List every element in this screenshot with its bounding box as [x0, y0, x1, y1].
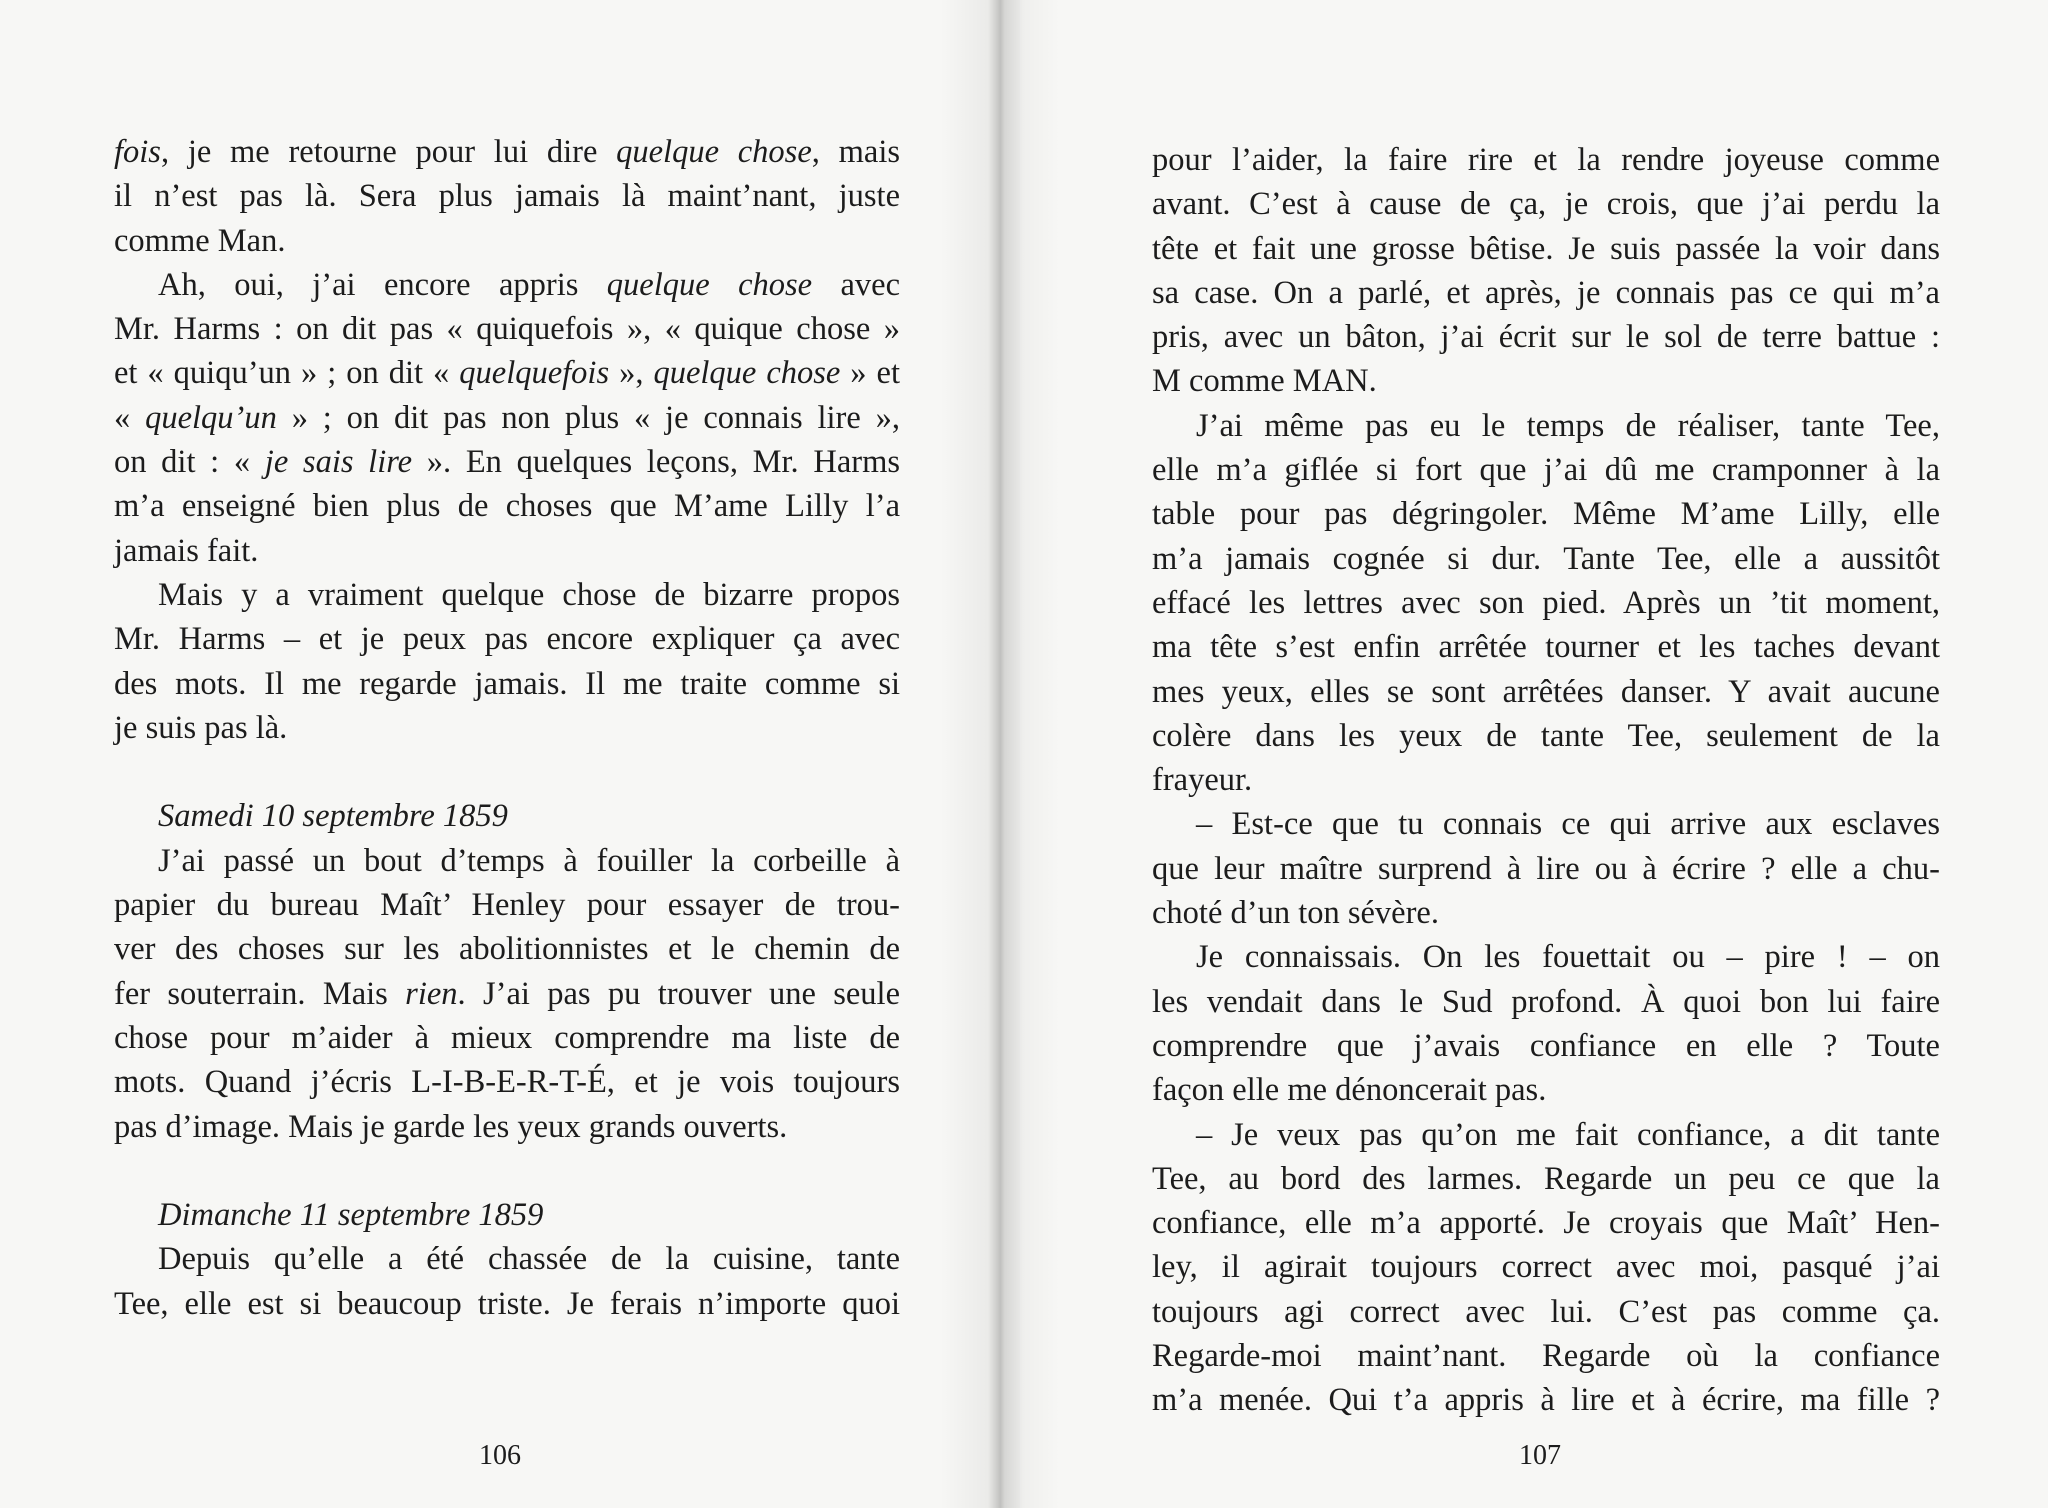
text-line: pris, avec un bâton, j’ai écrit sur le sol de terre battue :: [1152, 319, 1940, 356]
text-line: confiance, elle m’a apporté. Je croyais que Maît’ Hen-: [1152, 1205, 1940, 1242]
diary-date-heading: Samedi 10 septembre 1859: [158, 798, 508, 835]
page-number: 106: [479, 1440, 521, 1471]
text-line: des mots. Il me regarde jamais. Il me traite comme si: [114, 665, 900, 702]
text-line: – Est-ce que tu connais ce qui arrive aux esclaves: [1196, 806, 1940, 843]
text-line: tête et fait une grosse bêtise. Je suis passée la voir dans: [1152, 230, 1940, 267]
text-line: mes yeux, elles se sont arrêtées danser. Y avait aucune: [1152, 673, 1940, 710]
text-line: les vendait dans le Sud profond. À quoi bon lui faire: [1152, 983, 1940, 1020]
text-line: mots. Quand j’écris L-I-B-E-R-T-É, et je vois toujours: [114, 1064, 900, 1101]
text-line: J’ai passé un bout d’temps à fouiller la corbeille à: [158, 842, 900, 879]
text-line: que leur maître surprend à lire ou à écrire ? elle a chu-: [1152, 850, 1940, 887]
text-line: et « quiqu’un » ; on dit « quelquefois », quelque chose » et: [114, 355, 900, 392]
text-line: m’a menée. Qui t’a appris à lire et à écrire, ma fille ?: [1152, 1382, 1940, 1419]
text-line: colère dans les yeux de tante Tee, seulement de la: [1152, 717, 1940, 754]
text-line: je suis pas là.: [114, 709, 288, 746]
text-line: pas d’image. Mais je garde les yeux grands ouverts.: [114, 1108, 788, 1145]
text-line: pour l’aider, la faire rire et la rendre joyeuse comme: [1152, 142, 1940, 178]
text-line: ley, il agirait toujours correct avec moi, pasqué j’ai: [1152, 1249, 1940, 1286]
text-line: comprendre que j’avais confiance en elle ? Toute: [1152, 1027, 1940, 1064]
text-line: M comme MAN.: [1152, 363, 1377, 400]
text-line: « quelqu’un » ; on dit pas non plus « je connais lire »,: [114, 399, 900, 436]
text-line: effacé les lettres avec son pied. Après un ’tit moment,: [1152, 584, 1940, 621]
text-line: Tee, au bord des larmes. Regarde un peu ce que la: [1152, 1160, 1940, 1197]
text-line: fois, je me retourne pour lui dire quelque chose, mais: [114, 134, 900, 170]
diary-date-heading: Dimanche 11 septembre 1859: [158, 1197, 544, 1234]
text-line: toujours agi correct avec lui. C’est pas comme ça.: [1152, 1293, 1940, 1330]
right-page-text: [1152, 138, 1940, 1423]
text-line: m’a enseigné bien plus de choses que M’ame Lilly l’a: [114, 488, 900, 525]
left-page-text: [114, 130, 900, 1326]
text-line: Je connaissais. On les fouettait ou – pire ! – on: [1196, 939, 1940, 976]
text-line: chose pour m’aider à mieux comprendre ma liste de: [114, 1019, 900, 1056]
text-line: il n’est pas là. Sera plus jamais là maint’nant, juste: [114, 178, 900, 215]
text-line: frayeur.: [1152, 762, 1253, 799]
text-line: ver des choses sur les abolitionnistes et le chemin de: [114, 931, 900, 968]
text-line: Mr. Harms – et je peux pas encore expliquer ça avec: [114, 621, 900, 658]
section-break: [114, 750, 900, 794]
text-line: table pour pas dégringoler. Même M’ame Lilly, elle: [1152, 496, 1940, 533]
text-line: – Je veux pas qu’on me fait confiance, a dit tante: [1196, 1116, 1940, 1153]
text-line: sa case. On a parlé, et après, je connais pas ce qui m’a: [1152, 274, 1940, 311]
page-number: 107: [1519, 1440, 1561, 1471]
text-line: Depuis qu’elle a été chassée de la cuisine, tante: [158, 1241, 900, 1278]
text-line: m’a jamais cognée si dur. Tante Tee, elle a aussitôt: [1152, 540, 1940, 577]
text-line: Regarde-moi maint’nant. Regarde où la confiance: [1152, 1338, 1940, 1375]
text-line: Ah, oui, j’ai encore appris quelque chose avec: [158, 266, 900, 303]
text-line: comme Man.: [114, 222, 286, 259]
text-line: choté d’un ton sévère.: [1152, 895, 1439, 932]
text-line: Mr. Harms : on dit pas « quiquefois », « quique chose »: [114, 311, 900, 348]
text-line: elle m’a giflée si fort que j’ai dû me cramponner à la: [1152, 452, 1940, 489]
text-line: jamais fait.: [114, 532, 259, 569]
text-line: papier du bureau Maît’ Henley pour essayer de trou-: [114, 887, 900, 924]
text-line: Tee, elle est si beaucoup triste. Je ferais n’importe quoi: [114, 1285, 900, 1322]
text-line: ma tête s’est enfin arrêtée tourner et les taches devant: [1152, 629, 1940, 666]
text-line: on dit : « je sais lire ». En quelques leçons, Mr. Harms: [114, 444, 901, 481]
left-page: [0, 0, 1000, 1508]
text-line: Mais y a vraiment quelque chose de bizarre propos: [158, 576, 900, 613]
text-line: fer souterrain. Mais rien. J’ai pas pu trouver une seule: [114, 975, 900, 1012]
text-line: avant. C’est à cause de ça, je crois, que j’ai perdu la: [1152, 186, 1940, 223]
book-gutter-shadow: [940, 0, 1060, 1508]
text-line: J’ai même pas eu le temps de réaliser, tante Tee,: [1196, 407, 1940, 444]
right-page: [1020, 0, 2048, 1508]
section-break: [114, 1149, 900, 1193]
text-line: façon elle me dénoncerait pas.: [1152, 1072, 1547, 1109]
